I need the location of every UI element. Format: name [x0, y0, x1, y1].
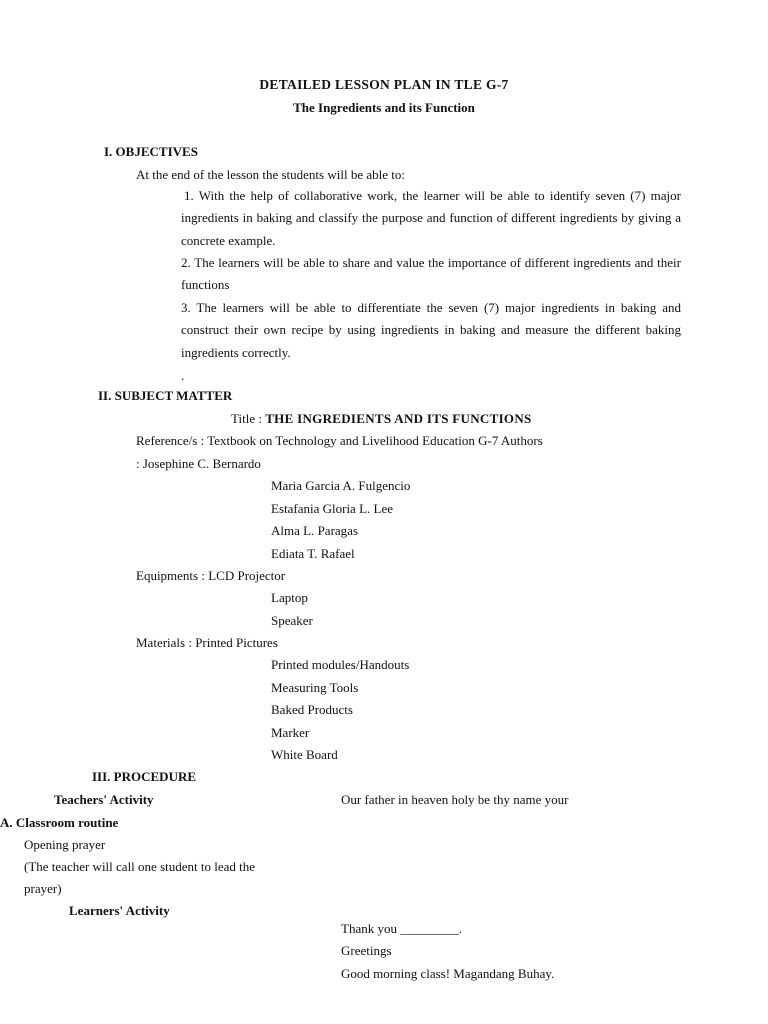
prayer-note-line-1: (The teacher will call one student to lead the [24, 859, 256, 874]
material-item: Marker [271, 725, 310, 740]
procedure-heading: III. PROCEDURE [92, 769, 197, 784]
title-label: Title : [231, 411, 262, 426]
objectives-intro: At the end of the lesson the students will be able to: [136, 167, 405, 182]
objectives-heading: I. OBJECTIVES [104, 144, 198, 159]
author-item: Estafania Gloria L. Lee [271, 501, 393, 516]
thank-you-text: Thank you _________. [341, 921, 462, 936]
objective-item-2: 2. The learners will be able to share and value the importance of different ingredients and their functions [181, 255, 681, 293]
classroom-routine-heading: A. Classroom routine [0, 815, 119, 830]
material-item: Baked Products [271, 702, 353, 717]
author-first: : Josephine C. Bernardo [136, 456, 261, 471]
page-title: DETAILED LESSON PLAN IN TLE G-7 [259, 77, 509, 92]
objective-item-1: 1. With the help of collaborative work, the learner will be able to identify seven (7) major ingredients in baking and classify the purpose and function of different ingredients by giving a concrete example. [181, 188, 681, 248]
prayer-note-line-2: prayer) [24, 881, 62, 896]
reference-line: Reference/s : Textbook on Technology and Livelihood Education G-7 Authors [136, 433, 543, 448]
material-item: Measuring Tools [271, 680, 359, 695]
opening-prayer: Opening prayer [24, 837, 106, 852]
prayer-text: Our father in heaven holy be thy name your [341, 792, 569, 807]
subject-matter-heading: II. SUBJECT MATTER [98, 388, 233, 403]
learners-activity-heading: Learners' Activity [69, 903, 170, 918]
page-subtitle: The Ingredients and its Function [293, 100, 475, 115]
title-value: THE INGREDIENTS AND ITS FUNCTIONS [265, 411, 532, 426]
material-item: White Board [271, 747, 338, 762]
stray-dot: . [181, 368, 185, 383]
author-item: Maria Garcia A. Fulgencio [271, 478, 411, 493]
teachers-activity-heading: Teachers' Activity [54, 792, 154, 807]
title-row [231, 410, 532, 428]
materials-label: Materials : Printed Pictures [136, 635, 278, 650]
material-item: Printed modules/Handouts [271, 657, 410, 672]
author-item: Alma L. Paragas [271, 523, 359, 538]
equipments-label: Equipments : LCD Projector [136, 568, 286, 583]
objective-item-3: 3. The learners will be able to differentiate the seven (7) major ingredients in baking and construct their own recipe by using ingredients in baking and measure the different baking ingredients correctly. [181, 300, 681, 360]
greetings-label: Greetings [341, 943, 392, 958]
equipment-item: Speaker [271, 613, 313, 628]
good-morning-text: Good morning class! Magandang Buhay. [341, 966, 555, 981]
author-item: Ediata T. Rafael [271, 546, 355, 561]
equipment-item: Laptop [271, 590, 308, 605]
